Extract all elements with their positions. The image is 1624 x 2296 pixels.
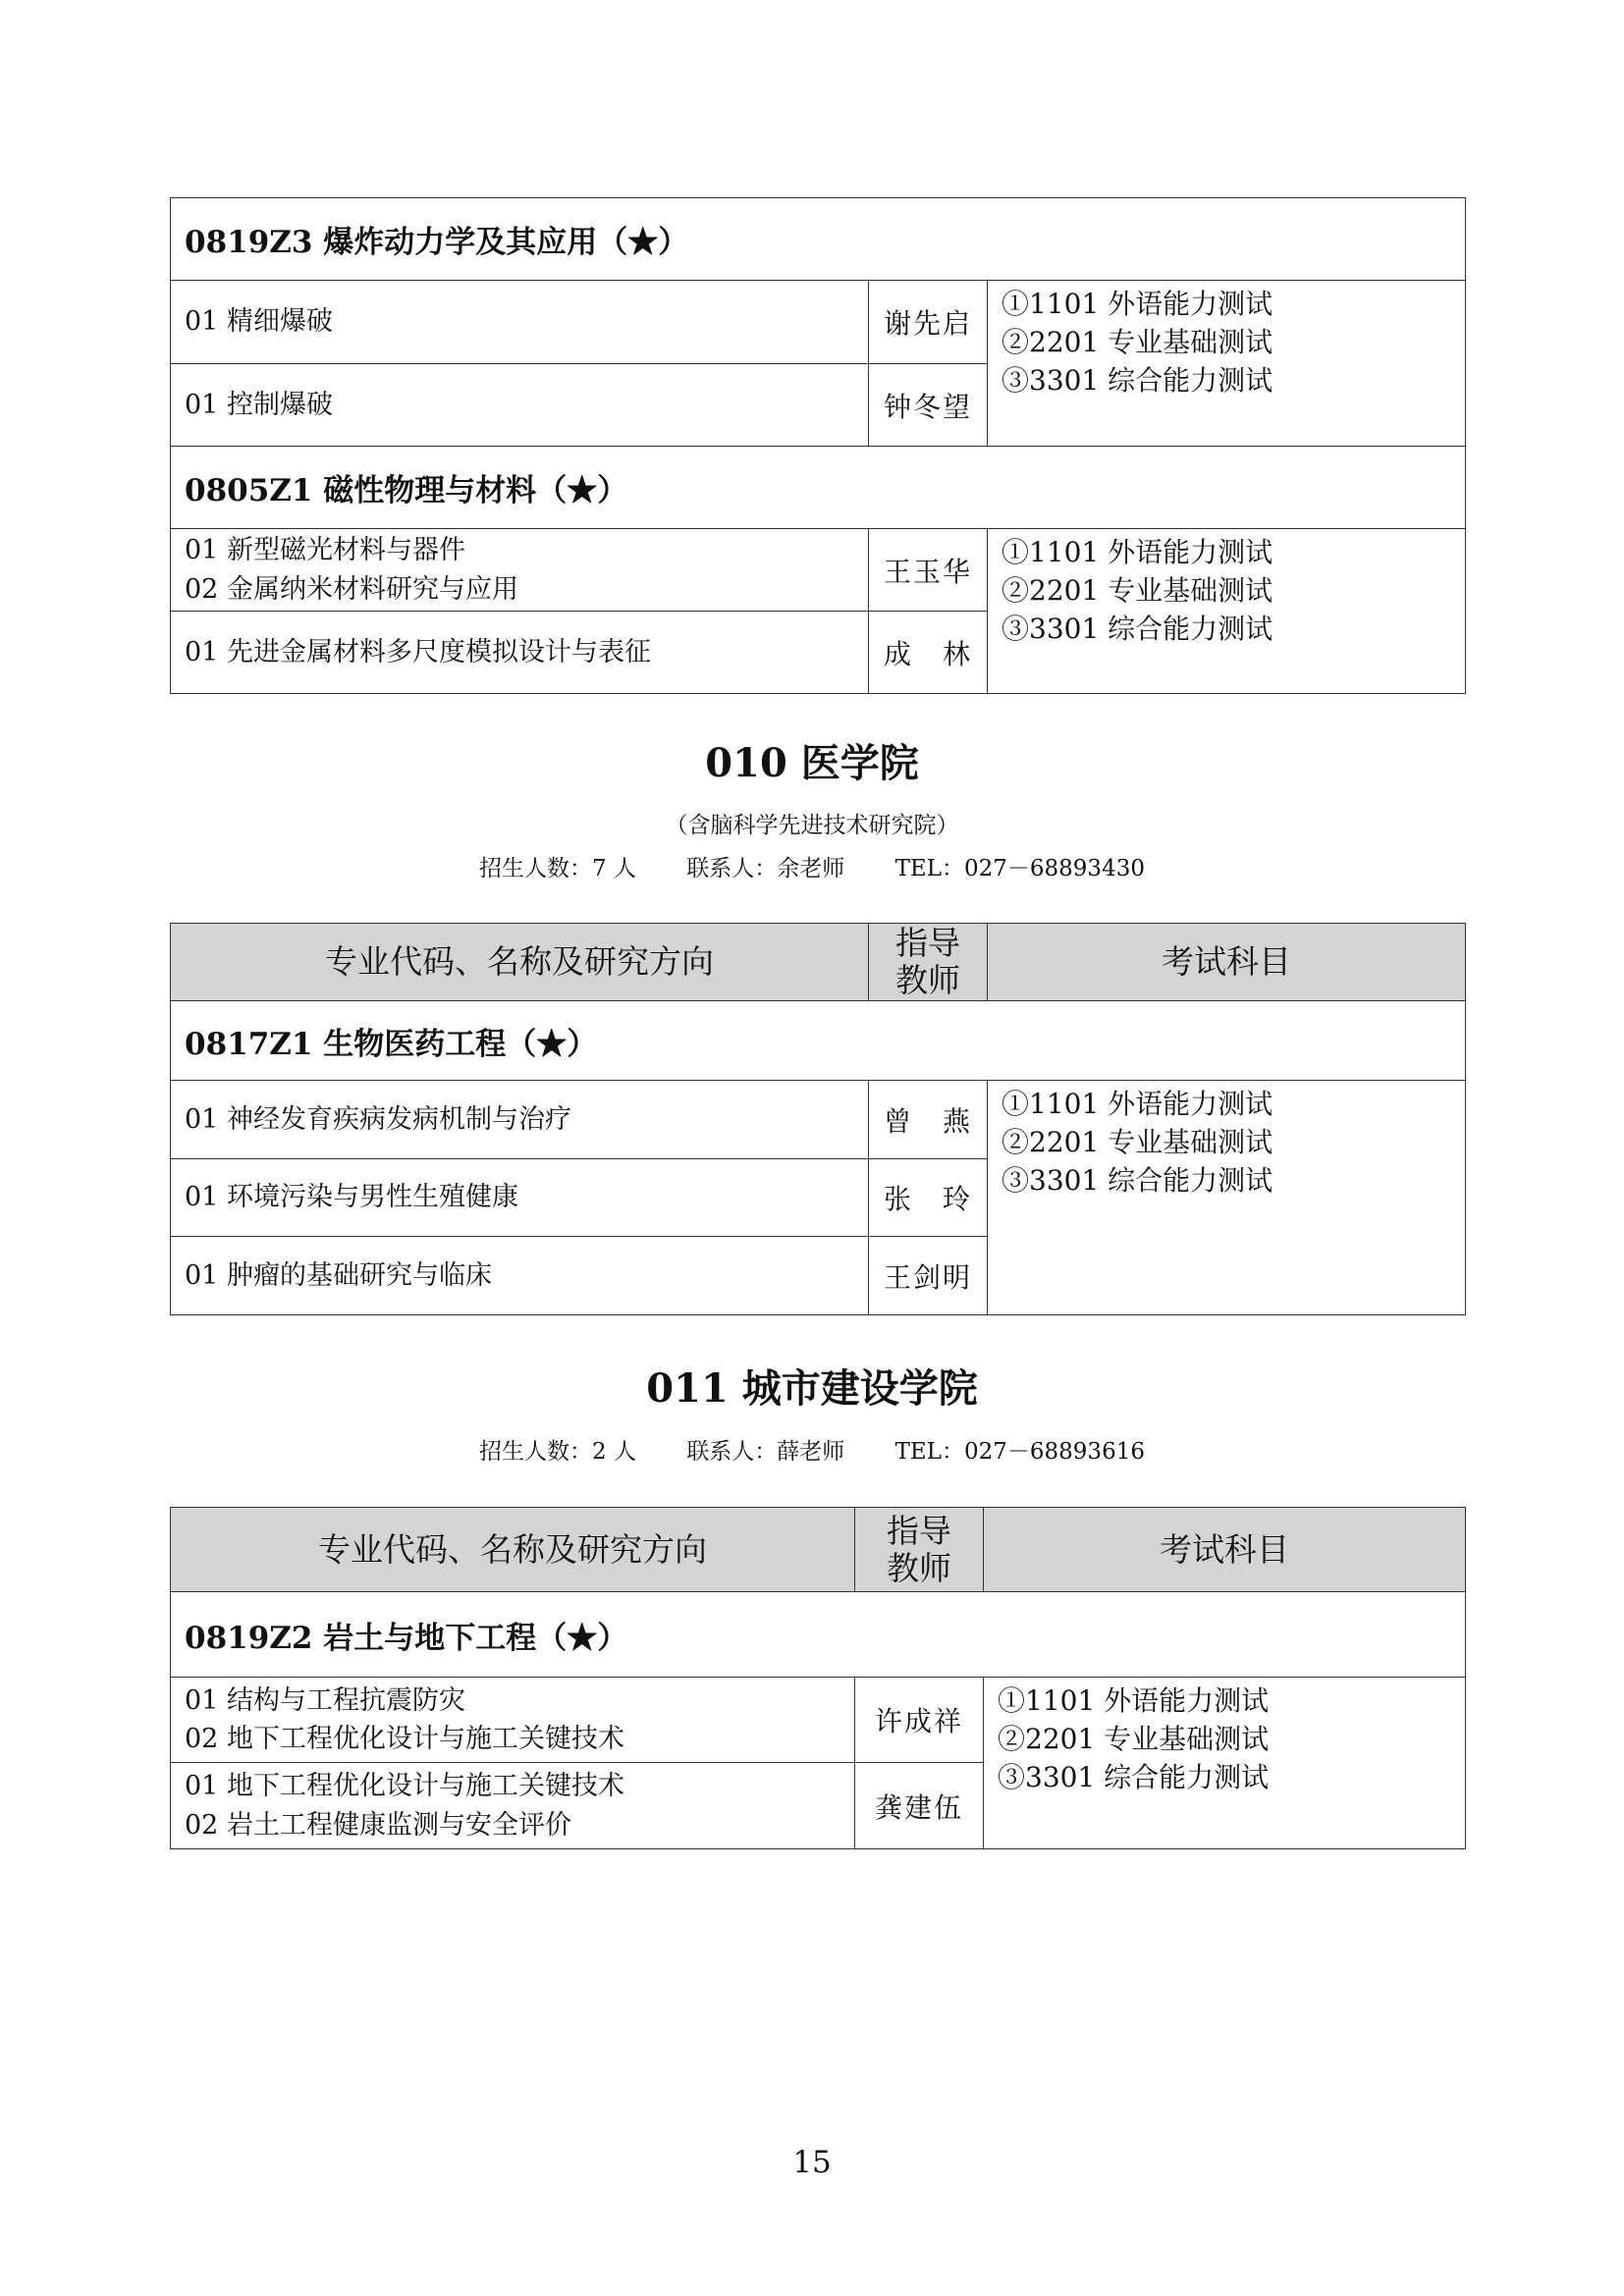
- teacher-cell: 王剑明: [869, 1237, 988, 1315]
- table-row: [171, 1081, 1466, 1159]
- major-title: 0817Z1 生物医药工程（★）: [171, 1001, 1466, 1081]
- table-header: [171, 1508, 1466, 1592]
- program-table-top: [170, 197, 1466, 694]
- teacher-cell: 许成祥: [855, 1678, 984, 1763]
- table-row: [171, 529, 1466, 612]
- school-info: [0, 850, 1624, 882]
- page-number: 15: [792, 2145, 832, 2180]
- header-exam: 考试科目: [988, 924, 1466, 1001]
- major-row: [171, 198, 1466, 281]
- major-title: 0819Z2 岩土与地下工程（★）: [171, 1592, 1466, 1678]
- direction-cell: 01 新型磁光材料与器件 02 金属纳米材料研究与应用: [171, 529, 869, 612]
- direction-cell: 01 地下工程优化设计与施工关键技术 02 岩土工程健康监测与安全评价: [171, 1763, 855, 1849]
- header-exam: 考试科目: [984, 1508, 1466, 1592]
- table-row: [171, 1678, 1466, 1763]
- header-direction: 专业代码、名称及研究方向: [171, 1508, 855, 1592]
- teacher-cell: 钟冬望: [869, 364, 988, 447]
- enrollment-count: 招生人数：2 人: [479, 1439, 636, 1465]
- direction-cell: 01 神经发育疾病发病机制与治疗: [171, 1081, 869, 1159]
- teacher-cell: 龚建伍: [855, 1763, 984, 1849]
- school-info: [0, 1433, 1624, 1466]
- teacher-cell: 成 林: [869, 612, 988, 694]
- major-row: [171, 1001, 1466, 1081]
- contact-tel: TEL：027－68893430: [894, 856, 1145, 881]
- program-table-011: [170, 1507, 1466, 1849]
- teacher-cell: 曾 燕: [869, 1081, 988, 1159]
- direction-cell: 01 精细爆破: [171, 281, 869, 364]
- table-row: [171, 281, 1466, 364]
- direction-cell: 01 环境污染与男性生殖健康: [171, 1159, 869, 1237]
- header-direction: 专业代码、名称及研究方向: [171, 924, 869, 1001]
- direction-cell: 01 控制爆破: [171, 364, 869, 447]
- major-title: 0819Z3 爆炸动力学及其应用（★）: [171, 198, 1466, 281]
- school-subtitle: （含脑科学先进技术研究院）: [665, 813, 959, 838]
- program-table-010: [170, 923, 1466, 1315]
- contact-person: 联系人：余老师: [686, 856, 845, 881]
- enrollment-count: 招生人数：7 人: [479, 856, 636, 881]
- direction-cell: 01 先进金属材料多尺度模拟设计与表征: [171, 612, 869, 694]
- major-title: 0805Z1 磁性物理与材料（★）: [171, 447, 1466, 529]
- teacher-cell: 张 玲: [869, 1159, 988, 1237]
- exam-cell: ①1101 外语能力测试 ②2201 专业基础测试 ③3301 综合能力测试: [988, 281, 1466, 447]
- major-row: [171, 447, 1466, 529]
- school-title: 010 医学院: [705, 740, 919, 786]
- exam-cell: ①1101 外语能力测试 ②2201 专业基础测试 ③3301 综合能力测试: [988, 529, 1466, 694]
- major-row: [171, 1592, 1466, 1678]
- exam-cell: ①1101 外语能力测试 ②2201 专业基础测试 ③3301 综合能力测试: [988, 1081, 1466, 1315]
- table-header: [171, 924, 1466, 1001]
- header-teacher: 指导 教师: [869, 924, 988, 1001]
- school-title: 011 城市建设学院: [646, 1365, 978, 1412]
- teacher-cell: 王玉华: [869, 529, 988, 612]
- teacher-cell: 谢先启: [869, 281, 988, 364]
- direction-cell: 01 结构与工程抗震防灾 02 地下工程优化设计与施工关键技术: [171, 1678, 855, 1763]
- direction-cell: 01 肿瘤的基础研究与临床: [171, 1237, 869, 1315]
- contact-person: 联系人：薛老师: [686, 1439, 845, 1465]
- contact-tel: TEL：027－68893616: [894, 1439, 1145, 1465]
- header-teacher: 指导 教师: [855, 1508, 984, 1592]
- exam-cell: ①1101 外语能力测试 ②2201 专业基础测试 ③3301 综合能力测试: [984, 1678, 1466, 1849]
